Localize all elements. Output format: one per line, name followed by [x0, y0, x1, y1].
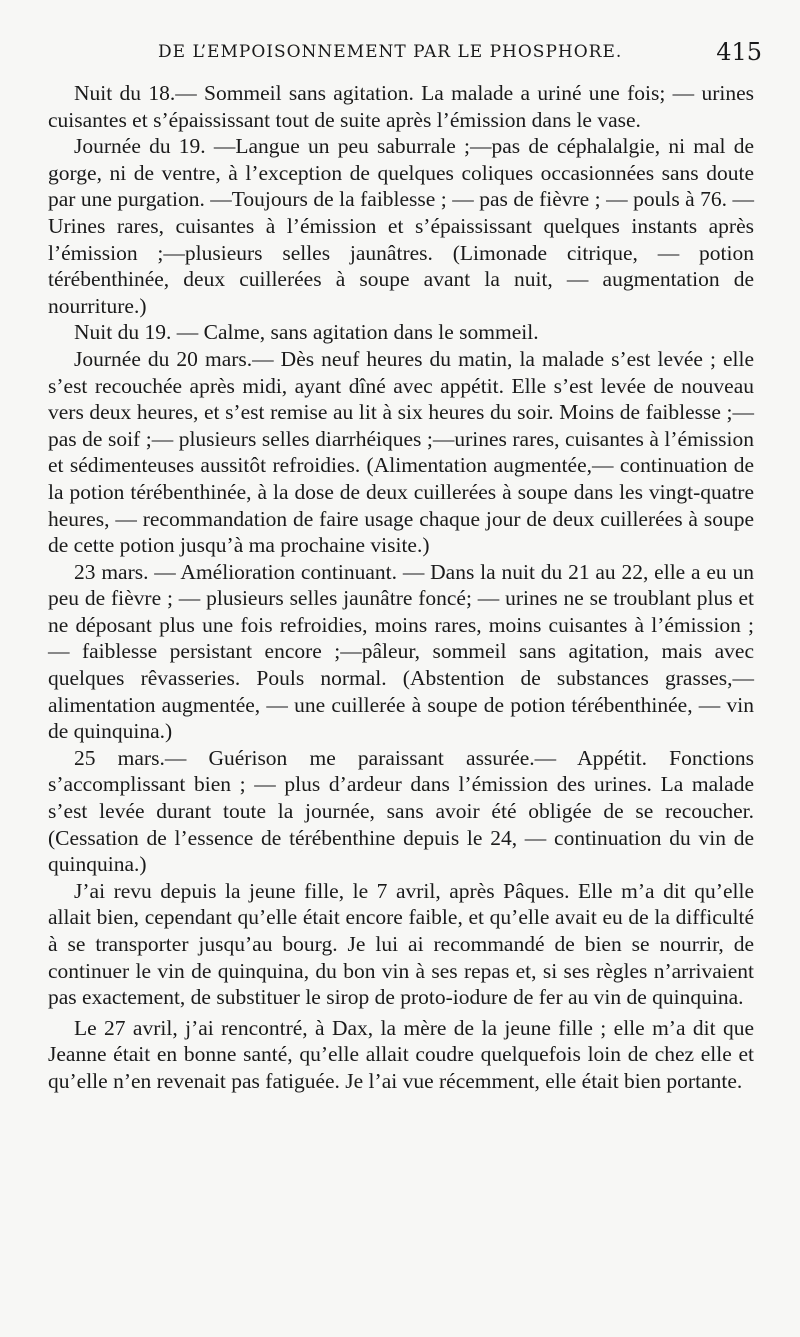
page-number: 415 — [716, 38, 762, 66]
paragraph-april-7: J’ai revu depuis la jeune fille, le 7 avril, après Pâques. Elle m’a dit qu’elle allait bien, cependant qu’elle était encore faible, et qu’elle avait eu de la difficulté à se transporter jusqu’au bourg. Je lui ai recommandé de bien se nourrir, de continuer le vin de quinquina, du bon vin à ses repas et, si ses règles n’arrivaient pas exactement, de substituer le sirop de proto-iodure de fer au vin de quinquina. — [48, 878, 754, 1010]
paragraph-march-23: 23 mars. — Amélioration continuant. — Dans la nuit du 21 au 22, elle a eu un peu de fièvre ; — plusieurs selles jaunâtre foncé; — urines ne se troublant plus et ne déposant plus une fois refroidies, moins rares, moins cuisantes à l’émission ; — faiblesse persistant encore ;—pâleur, sommeil sans agitation, mais avec quelques rêvasseries. Pouls normal. (Abstention de substances grasses,— alimentation augmentée, — une cuillerée à soupe de potion térébenthinée, — vin de quinquina.) — [48, 559, 754, 744]
body-text — [48, 80, 754, 1095]
paragraph-april-27: Le 27 avril, j’ai rencontré, à Dax, la mère de la jeune fille ; elle m’a dit que Jeanne était en bonne santé, qu’elle allait coudre quelquefois loin de chez elle et qu’elle n’en revenait pas fatiguée. Je l’ai vue récemment, elle était bien portante. — [48, 1015, 754, 1093]
running-title: DE L’EMPOISONNEMENT PAR LE PHOSPHORE. — [158, 42, 623, 62]
paragraph-night-19: Nuit du 19. — Calme, sans agitation dans le sommeil. — [74, 320, 539, 345]
paragraph-night-18: Nuit du 18.— Sommeil sans agitation. La malade a uriné une fois; — urines cuisantes et s’épaississant tout de suite après l’émission dans le vase. — [48, 81, 754, 132]
paragraph-day-20: Journée du 20 mars.— Dès neuf heures du matin, la malade s’est levée ; elle s’est recouchée après midi, ayant dîné avec appétit. Elle s’est levée de nouveau vers deux heures, et s’est remise au lit à six heures du soir. Moins de faiblesse ;— pas de soif ;— plusieurs selles diarrhéiques ;—urines rares, cuisantes à l’émission et sédimenteuses aussitôt refroidies. (Alimentation augmentée,— continuation de la potion térébenthinée, à la dose de deux cuillerées à soupe dans les vingt-quatre heures, — recommandation de faire usage chaque jour de deux cuillerées à soupe de cette potion jusqu’à ma prochaine visite.) — [48, 346, 754, 558]
paragraph-march-25: 25 mars.— Guérison me paraissant assurée.— Appétit. Fonctions s’accomplissant bien ; — plus d’ardeur dans l’émission des urines. La malade s’est levée durant toute la journée, sans avoir été obligée de se recoucher. (Cessation de l’essence de térébenthine depuis le 24, — continuation du vin de quinquina.) — [48, 745, 754, 877]
paragraph-day-19: Journée du 19. —Langue un peu saburrale ;—pas de céphalalgie, ni mal de gorge, ni de ventre, à l’exception de quelques coliques occasionnées sans doute par une purgation. —Toujours de la faiblesse ; — pas de fièvre ; — pouls à 76. — Urines rares, cuisantes à l’émission et s’épaississant quelques instants après l’émission ;—plusieurs selles jaunâtres. (Limonade citrique, — potion térébenthinée, deux cuillerées à soupe avant la nuit, — augmentation de nourriture.) — [48, 134, 754, 318]
page-header — [48, 38, 772, 72]
